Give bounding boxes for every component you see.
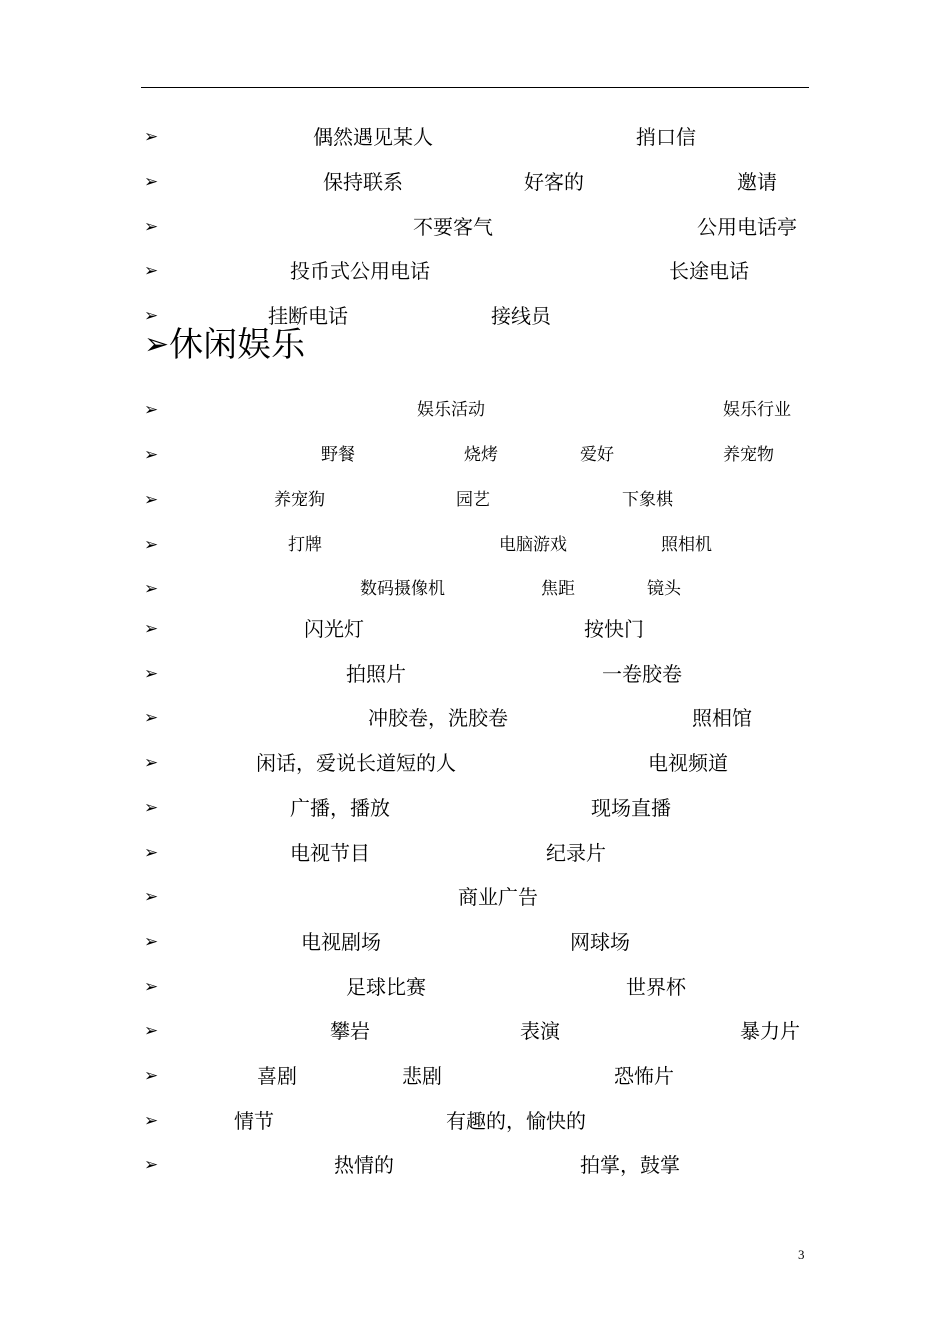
bullet-arrow-icon: ➢: [144, 327, 170, 362]
bullet-arrow-icon: ➢: [144, 977, 159, 997]
term: 拍掌，鼓掌: [580, 1153, 680, 1177]
term: 打牌: [288, 535, 322, 555]
term: 数码摄像机: [360, 579, 445, 599]
term: 现场直播: [591, 796, 671, 820]
list-item: [0, 530, 950, 560]
term: 喜剧: [257, 1064, 297, 1088]
list-item: [0, 614, 950, 644]
term: 广播，播放: [290, 796, 390, 820]
list-item: [0, 122, 950, 152]
list-item: [0, 882, 950, 912]
list-item: [0, 1061, 950, 1091]
term: 电视剧场: [301, 930, 381, 954]
bullet-arrow-icon: ➢: [144, 932, 159, 952]
bullet-arrow-icon: ➢: [144, 887, 159, 907]
bullet-arrow-icon: ➢: [144, 306, 159, 326]
list-item: [0, 703, 950, 733]
term: 养宠物: [723, 445, 774, 465]
term: 纪录片: [546, 841, 606, 865]
term: 照相机: [661, 535, 712, 555]
bullet-arrow-icon: ➢: [144, 127, 159, 147]
term: 攀岩: [330, 1019, 370, 1043]
list-item: [0, 659, 950, 689]
term: 娱乐行业: [723, 400, 791, 420]
term: 商业广告: [458, 885, 538, 909]
term: 闲话，爱说长道短的人: [256, 751, 456, 775]
term: 偶然遇见某人: [313, 125, 433, 149]
term: 养宠狗: [274, 490, 325, 510]
term: 一卷胶卷: [602, 662, 682, 686]
bullet-arrow-icon: ➢: [144, 172, 159, 192]
list-item: [0, 167, 950, 197]
term: 焦距: [541, 579, 575, 599]
term: 邀请: [737, 170, 777, 194]
bullet-arrow-icon: ➢: [144, 753, 159, 773]
bullet-arrow-icon: ➢: [144, 843, 159, 863]
term: 投币式公用电话: [290, 259, 430, 283]
term: 世界杯: [626, 975, 686, 999]
term: 下象棋: [622, 490, 673, 510]
list-item: [0, 301, 950, 331]
list-item: [0, 212, 950, 242]
term: 烧烤: [464, 445, 498, 465]
term: 园艺: [456, 490, 490, 510]
list-item: [0, 256, 950, 286]
term: 不要客气: [413, 215, 493, 239]
term: 足球比赛: [346, 975, 426, 999]
list-item: [0, 395, 950, 425]
term: 电视频道: [648, 751, 728, 775]
term: 接线员: [491, 304, 551, 328]
term: 公用电话亭: [697, 215, 797, 239]
bullet-arrow-icon: ➢: [144, 445, 159, 465]
section-title: 休闲娱乐: [169, 325, 306, 365]
list-item: [0, 748, 950, 778]
term: 挂断电话: [268, 304, 348, 328]
bullet-arrow-icon: ➢: [144, 400, 159, 420]
term: 恐怖片: [614, 1064, 674, 1088]
bullet-arrow-icon: ➢: [144, 1066, 159, 1086]
bullet-arrow-icon: ➢: [144, 1021, 159, 1041]
term: 爱好: [580, 445, 614, 465]
term: 暴力片: [740, 1019, 800, 1043]
list-item: [0, 1106, 950, 1136]
list-item: [0, 440, 950, 470]
list-item: [0, 1150, 950, 1180]
list-item: [0, 485, 950, 515]
bullet-arrow-icon: ➢: [144, 579, 159, 599]
bullet-arrow-icon: ➢: [144, 798, 159, 818]
bullet-arrow-icon: ➢: [144, 217, 159, 237]
term: 野餐: [321, 445, 355, 465]
list-item: [0, 927, 950, 957]
bullet-arrow-icon: ➢: [144, 619, 159, 639]
bullet-arrow-icon: ➢: [144, 535, 159, 555]
header-rule: [141, 87, 809, 88]
term: 热情的: [334, 1153, 394, 1177]
term: 有趣的，愉快的: [446, 1109, 586, 1133]
term: 保持联系: [323, 170, 403, 194]
term: 电视节目: [290, 841, 370, 865]
list-item: [0, 793, 950, 823]
list-item: [0, 972, 950, 1002]
bullet-arrow-icon: ➢: [144, 261, 159, 281]
list-item: [0, 574, 950, 604]
term: 拍照片: [346, 662, 406, 686]
bullet-arrow-icon: ➢: [144, 490, 159, 510]
term: 娱乐活动: [417, 400, 485, 420]
term: 长途电话: [669, 259, 749, 283]
bullet-arrow-icon: ➢: [144, 664, 159, 684]
term: 表演: [520, 1019, 560, 1043]
page-number: 3: [798, 1247, 805, 1262]
term: 电脑游戏: [499, 535, 567, 555]
term: 捎口信: [636, 125, 696, 149]
bullet-arrow-icon: ➢: [144, 1111, 159, 1131]
term: 情节: [234, 1109, 274, 1133]
bullet-arrow-icon: ➢: [144, 1155, 159, 1175]
term: 好客的: [524, 170, 584, 194]
section-heading: [144, 322, 305, 368]
term: 冲胶卷，洗胶卷: [368, 706, 508, 730]
term: 悲剧: [402, 1064, 442, 1088]
list-item: [0, 1016, 950, 1046]
term: 网球场: [570, 930, 630, 954]
term: 闪光灯: [304, 617, 364, 641]
term: 镜头: [647, 579, 681, 599]
term: 按快门: [584, 617, 644, 641]
term: 照相馆: [692, 706, 752, 730]
list-item: [0, 838, 950, 868]
bullet-arrow-icon: ➢: [144, 708, 159, 728]
